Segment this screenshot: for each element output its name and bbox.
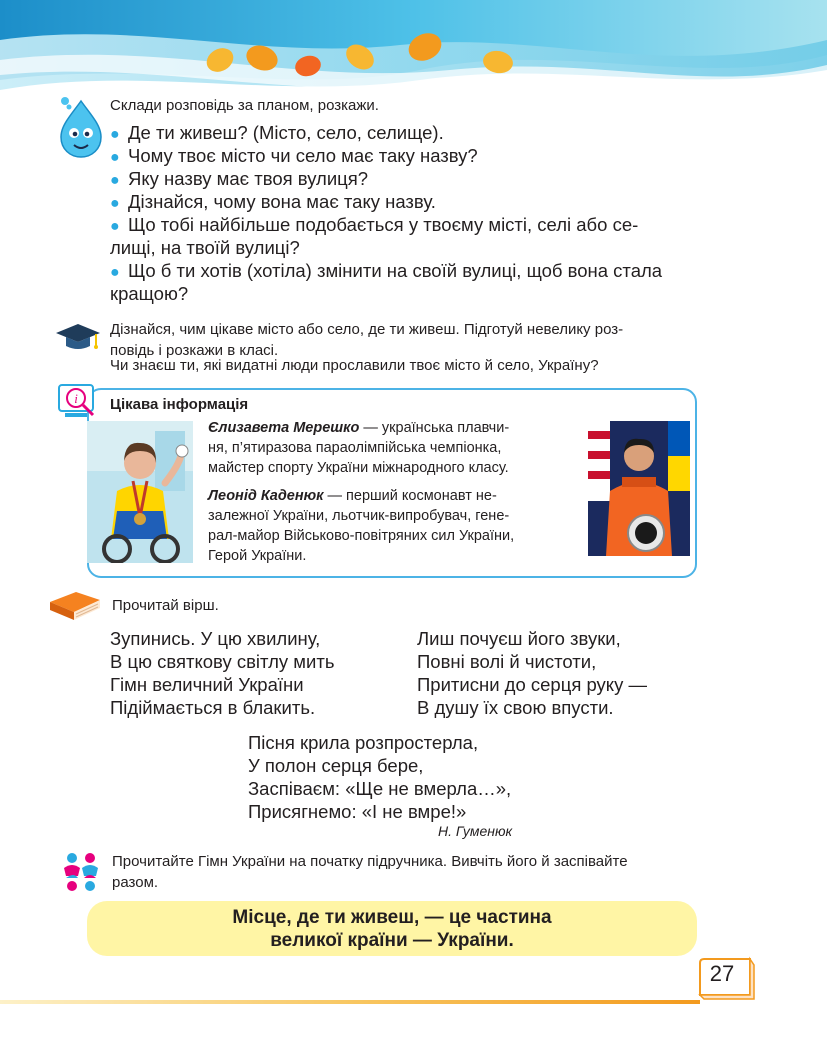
info-title: Цікава інформація — [110, 396, 249, 413]
list-item: ● Яку назву має твоя вулиця? — [110, 167, 368, 192]
photo-leonid-kadeniuk — [588, 421, 690, 556]
page-number: 27 — [709, 961, 735, 986]
poem-author: Н. Гуменюк — [438, 823, 513, 839]
group-people-icon — [60, 850, 102, 894]
info-paragraph-kadeniuk: Леонід Каденюк — перший космонавт не- залежної України, льотчик-випробувач, гене- рал-майор Військово-повітряних сил України, Герой України. — [208, 488, 515, 564]
info-paragraph-mereshko: Єлизавета Мерешко — українська плавчи- ня, п’ятиразова параолімпійська чемпіонка, майстер спорту України міжнародного класу. — [208, 420, 510, 476]
bullet-icon: ● — [110, 195, 120, 212]
bullet-icon: ● — [110, 264, 120, 281]
list-item: ● Чому твоє місто чи село має таку назву? — [110, 144, 478, 169]
list-item: ● Що б ти хотів (хотіла) змінити на своїй вулиці, щоб вона стала — [110, 259, 662, 284]
poem-stanza-1: Зупинись. У цю хвилину, В цю святкову світлу мить Гімн величний України Підіймається в блакить. — [110, 628, 335, 718]
bullet-icon: ● — [110, 172, 120, 189]
bottom-decorative-rule — [0, 1000, 700, 1004]
task4-text: Прочитайте Гімн України на початку підручника. Вивчіть його й заспівайте разом. — [112, 853, 628, 891]
bullet-icon: ● — [110, 149, 120, 166]
graduation-cap-icon — [54, 322, 102, 352]
task3-intro: Прочитай вірш. — [112, 597, 219, 614]
photo-yelyzaveta-mereshko — [87, 421, 193, 563]
list-item-continuation: кращою? — [110, 283, 189, 304]
bullet-icon: ● — [110, 218, 120, 235]
task1-intro: Склади розповідь за планом, розкажи. — [110, 97, 379, 114]
svg-text:i: i — [74, 391, 78, 406]
conclusion-text: Місце, де ти живеш, — це частина великої країни — України. — [232, 907, 552, 951]
list-item: ● Дізнайся, чому вона має таку назву. — [110, 190, 436, 215]
poem-stanza-3: Пісня крила розпростерла, У полон серця бере, Заспіваєм: «Ще не вмерла…», Присягнемо: «І не вмре!» — [248, 732, 512, 822]
bullet-icon: ● — [110, 126, 120, 143]
list-item: ● Де ти живеш? (Місто, село, селище). — [110, 121, 444, 146]
task2-text: Дізнайся, чим цікаве місто або село, де ти живеш. Підготуй невелику роз- повідь і розкажи в класі. — [110, 321, 624, 359]
mascot-drop-icon — [55, 95, 107, 159]
top-decorative-banner — [0, 0, 827, 110]
list-item: ● Що тобі найбільше подобається у твоєму місті, селі або се- — [110, 213, 638, 238]
list-item-continuation: лищі, на твоїй вулиці? — [110, 237, 300, 258]
task2-question: Чи знаєш ти, які видатні люди прославили твоє місто й село, Україну? — [110, 357, 599, 374]
book-icon — [46, 588, 104, 622]
poem-stanza-2: Лиш почуєш його звуки, Повні волі й чистоти, Притисни до серця руку — В душу їх свою впусти. — [417, 628, 647, 718]
info-magnifier-icon — [57, 383, 103, 421]
